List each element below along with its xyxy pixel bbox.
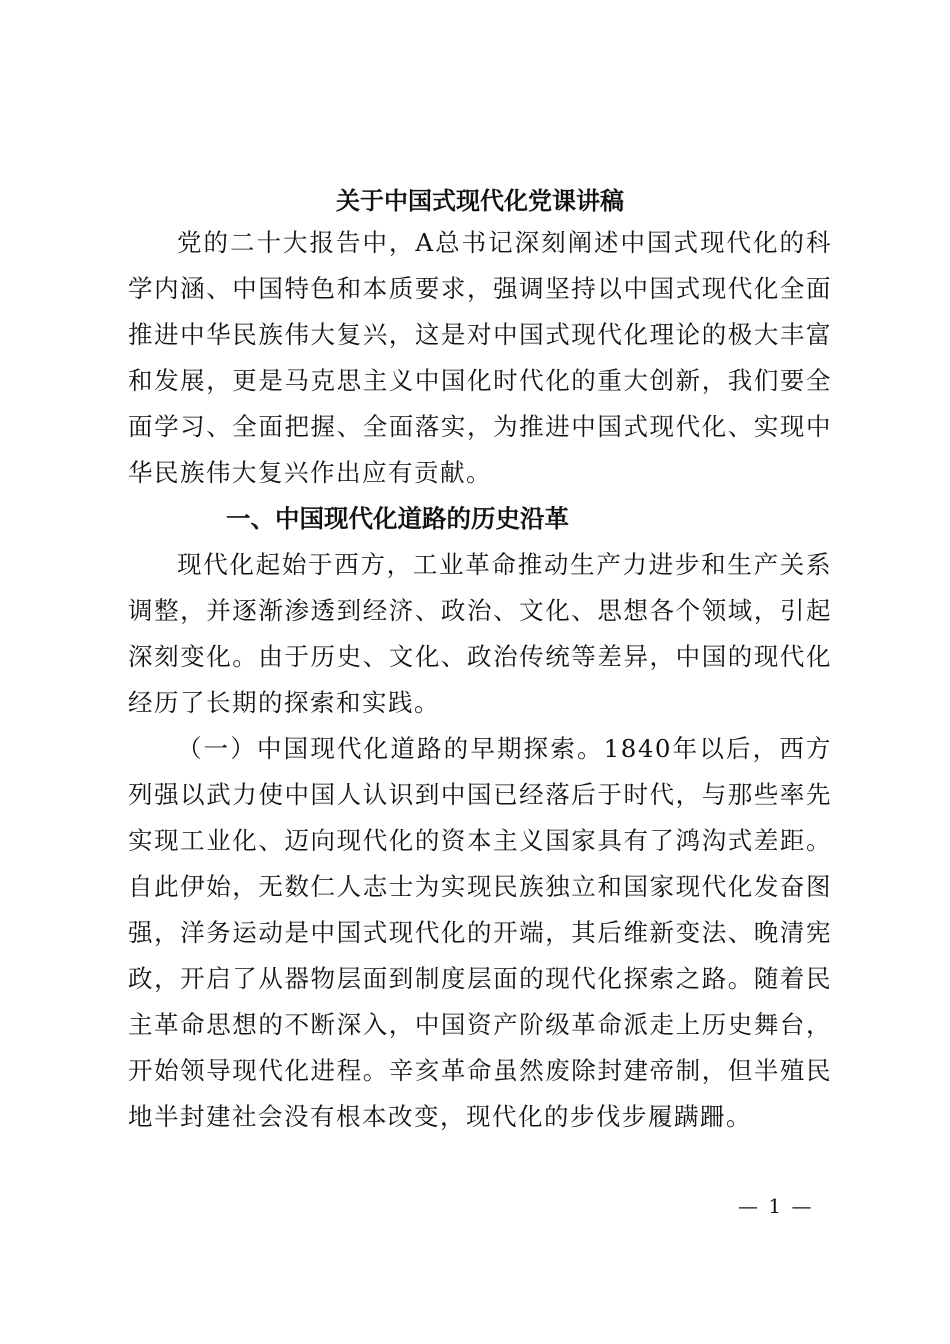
section-paragraph: 现代化起始于西方，工业革命推动生产力进步和生产关系调整，并逐渐渗透到经济、政治、文化、思想各个领域，引起深刻变化。由于历史、文化、政治传统等差异，中国的现代化经历了长期的探索和实践。 (128, 550, 832, 717)
subsection-paragraph: （一）中国现代化道路的早期探索。1840年以后，西方列强以武力使中国人认识到中国已经落后于时代，与那些率先实现工业化、迈向现代化的资本主义国家具有了鸿沟式差距。自此伊始，无数仁人志士为实现民族独立和国家现代化发奋图强，洋务运动是中国式现代化的开端，其后维新变法、晚清宪政，开启了从器物层面到制度层面的现代化探索之路。随着民主革命思想的不断深入，中国资产阶级革命派走上历史舞台，开始领导现代化进程。辛亥革命虽然废除封建帝制，但半殖民地半封建社会没有根本改变，现代化的步伐步履蹒跚。 (128, 734, 832, 1131)
intro-paragraph: 党的二十大报告中，A总书记深刻阐述中国式现代化的科学内涵、中国特色和本质要求，强调坚持以中国式现代化全面推进中华民族伟大复兴，这是对中国式现代化理论的极大丰富和发展，更是马克思主义中国化时代化的重大创新，我们要全面学习、全面把握、全面落实，为推进中国式现代化、实现中华民族伟大复兴作出应有贡献。 (128, 228, 832, 487)
document-body (128, 184, 832, 1140)
page-number: — 1 — (738, 1194, 814, 1218)
document-title: 关于中国式现代化党课讲稿 (336, 186, 624, 215)
section-heading: 一、中国现代化道路的历史沿革 (226, 504, 569, 533)
